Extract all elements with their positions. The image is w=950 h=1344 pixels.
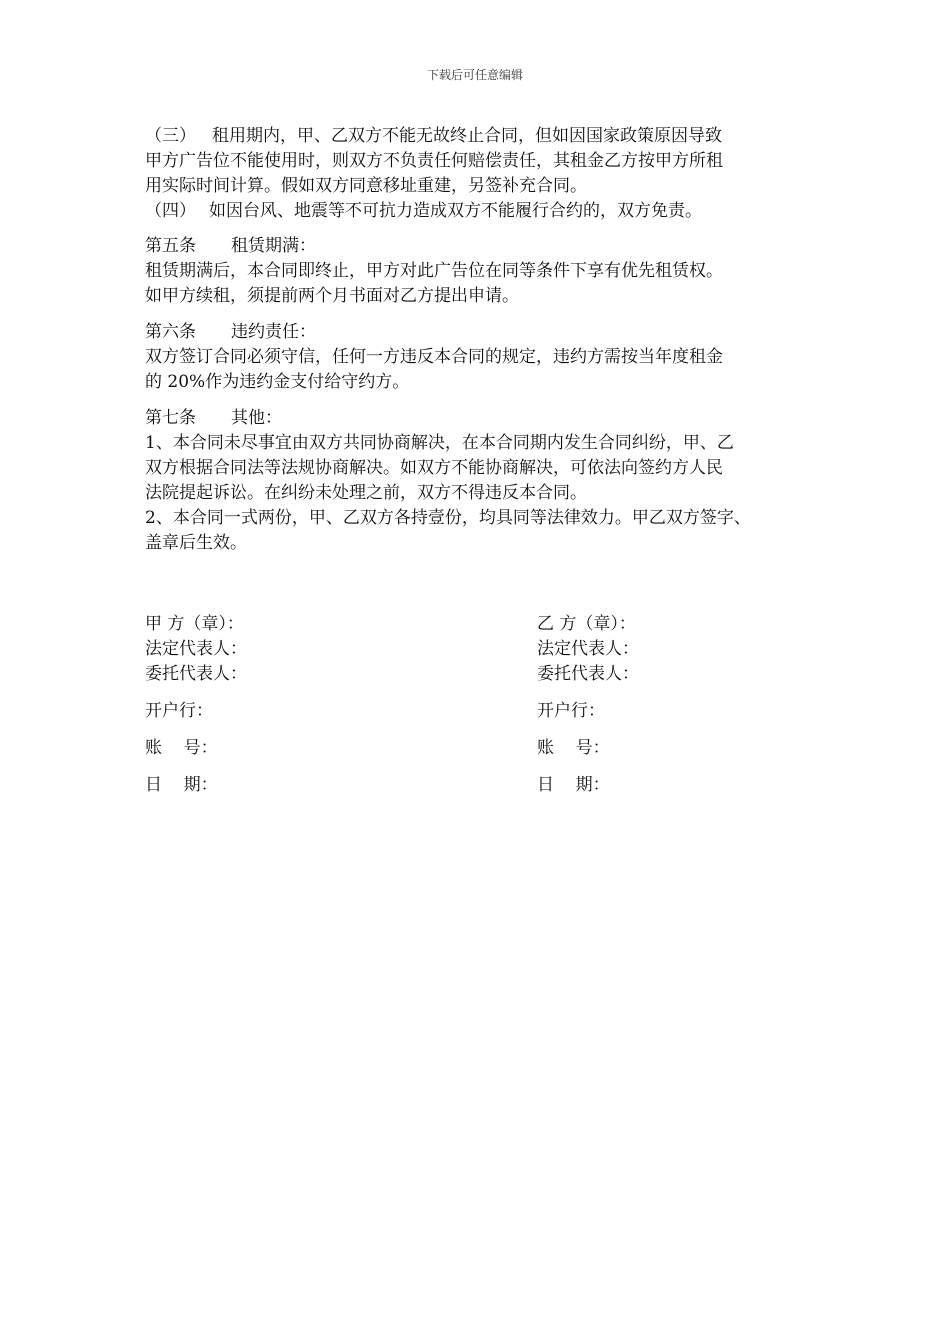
party-b-seal: 乙 方（章）： <box>537 614 636 634</box>
party-b-signature <box>537 612 837 798</box>
party-a-legal-rep: 法定代表人： <box>145 639 247 659</box>
clause-3-line-3: 用实际时间计算。假如双方同意移址重建，另签补充合同。 <box>145 176 587 196</box>
article-6-number: 第六条 <box>145 322 196 342</box>
party-b-legal-rep: 法定代表人： <box>537 639 639 659</box>
article-6-title: 违约责任： <box>231 322 316 342</box>
clause-3-text-1: 租用期内，甲、乙双方不能无故终止合同，但如因国家政策原因导致 <box>212 126 722 146</box>
article-7-title: 其他： <box>231 408 282 428</box>
party-a-account: 账 号： <box>145 738 218 758</box>
article-5-title: 租赁期满： <box>231 236 316 256</box>
article-7-line-3: 法院提起诉讼。在纠纷未处理之前，双方不得违反本合同。 <box>145 483 587 503</box>
article-7-number: 第七条 <box>145 408 196 428</box>
header-note: 下载后可任意编辑 <box>426 68 523 82</box>
clause-3-line-2: 甲方广告位不能使用时，则双方不负责任何赔偿责任，其租金乙方按甲方所租 <box>145 151 723 171</box>
clause-4-label: （四） <box>145 201 196 221</box>
party-a-date: 日 期： <box>145 775 218 795</box>
article-6-line-1: 双方签订合同必须守信，任何一方违反本合同的规定，违约方需按当年度租金 <box>145 347 723 367</box>
article-5-line-1: 租赁期满后，本合同即终止，甲方对此广告位在同等条件下享有优先租赁权。 <box>145 261 723 281</box>
party-b-agent: 委托代表人： <box>537 664 639 684</box>
clause-3-line-1 <box>145 124 825 149</box>
party-b-date: 日 期： <box>537 775 610 795</box>
article-7-line-4: 2、本合同一式两份，甲、乙双方各持壹份，均具同等法律效力。甲乙双方签字、 <box>145 508 751 528</box>
party-a-agent: 委托代表人： <box>145 664 247 684</box>
party-a-bank: 开户行： <box>145 701 213 721</box>
party-b-bank: 开户行： <box>537 701 605 721</box>
article-6-heading <box>145 320 825 345</box>
party-b-account: 账 号： <box>537 738 610 758</box>
article-5-number: 第五条 <box>145 236 196 256</box>
party-a-seal: 甲 方（章）： <box>145 614 244 634</box>
article-7-line-1: 1、本合同未尽事宜由双方共同协商解决，在本合同期内发生合同纠纷，甲、乙 <box>145 433 734 453</box>
contract-body <box>145 124 825 556</box>
article-7-line-5: 盖章后生效。 <box>145 533 247 553</box>
article-5-line-2: 如甲方续租，须提前两个月书面对乙方提出申请。 <box>145 286 519 306</box>
article-6-line-2: 的 20%作为违约金支付给守约方。 <box>145 372 410 392</box>
clause-4-line <box>145 199 825 224</box>
party-a-signature <box>145 612 445 798</box>
clause-4-text: 如因台风、地震等不可抗力造成双方不能履行合约的，双方免责。 <box>209 201 702 221</box>
article-7-line-2: 双方根据合同法等法规协商解决。如双方不能协商解决，可依法向签约方人民 <box>145 458 723 478</box>
clause-3-label: （三） <box>145 126 196 146</box>
article-5-heading <box>145 234 825 259</box>
article-7-heading <box>145 406 825 431</box>
